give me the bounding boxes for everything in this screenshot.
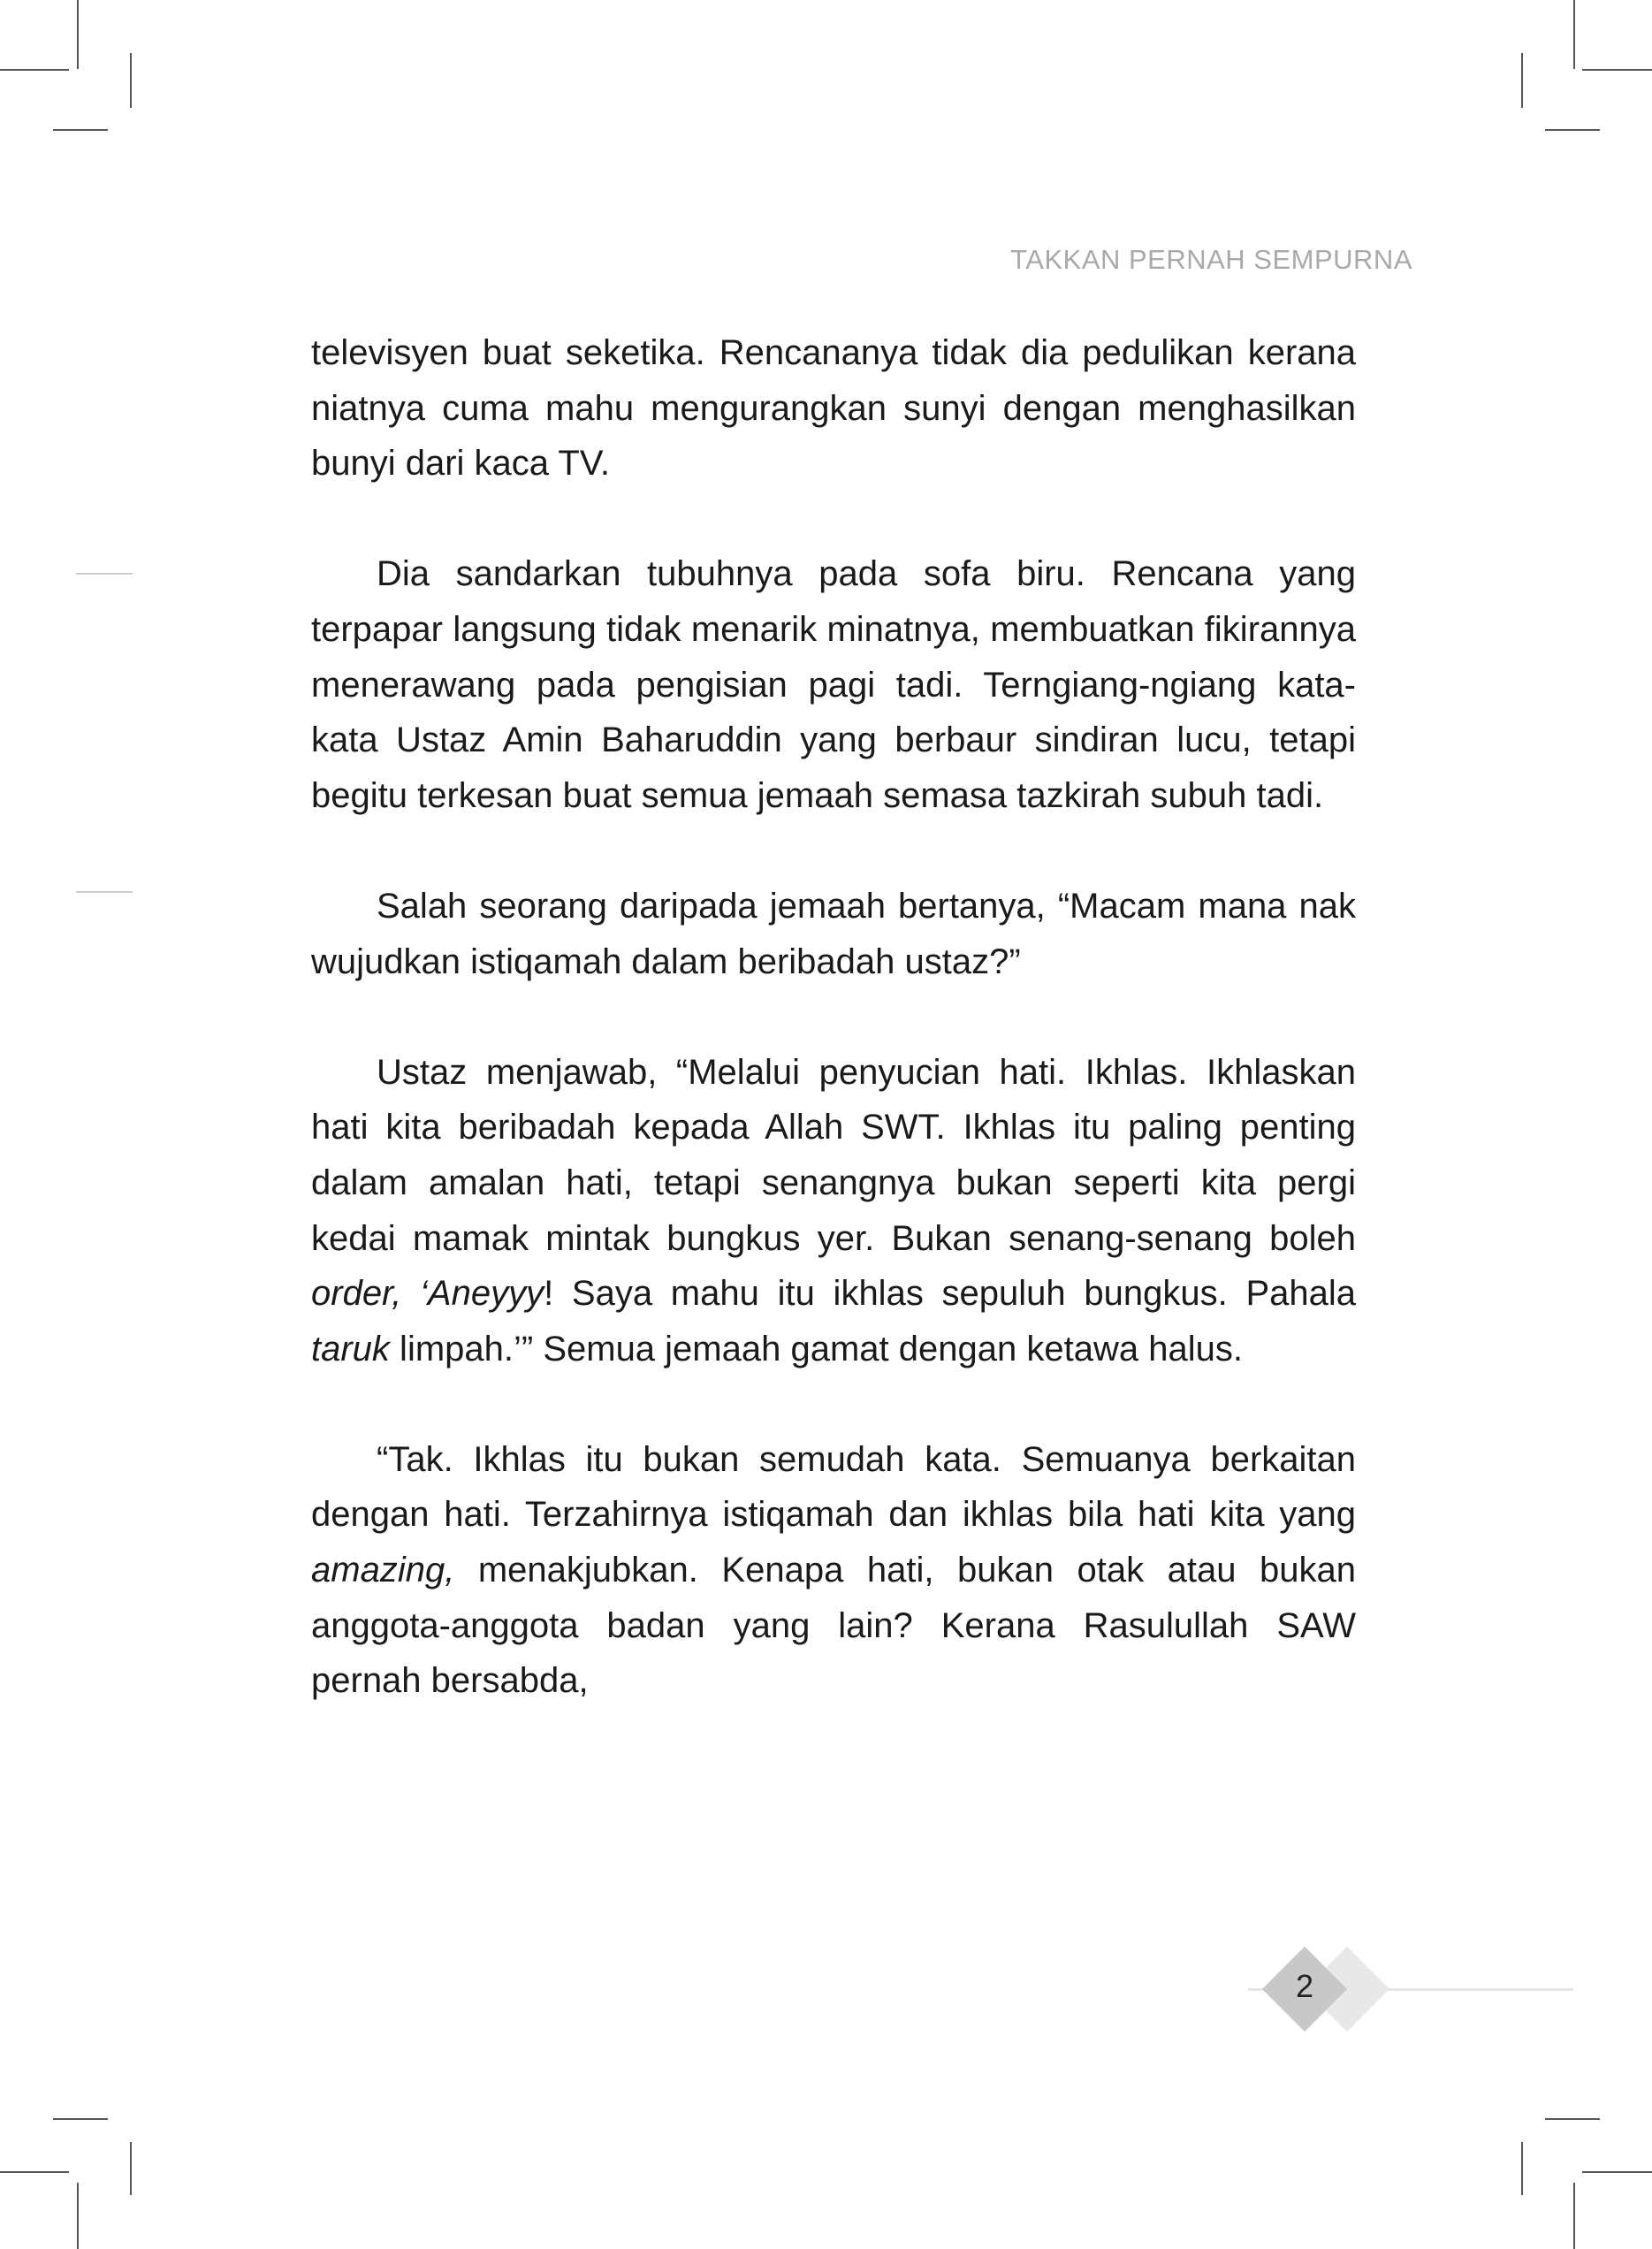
paragraph [311,1045,1356,1377]
paragraph [311,879,1356,989]
italic-text: order, ‘Aneyyy [311,1274,544,1314]
paragraph [311,1432,1356,1709]
margin-mark [76,891,133,893]
italic-text: taruk [311,1329,390,1368]
page-number: 2 [1295,1968,1314,2004]
text: “Tak. Ikhlas itu bukan semudah kata. Semuanya berkaitan dengan hati. Terzahirnya istiqamah dan ikhlas bila hati kita yang [311,1439,1356,1535]
body-text [311,325,1356,1764]
text: ! Saya mahu itu ikhlas sepuluh bungkus. Pahala [544,1274,1356,1314]
paragraph [311,325,1356,492]
text: Salah seorang daripada jemaah bertanya, “Macam mana nak wujudkan istiqamah dalam beribadah ustaz?” [311,886,1356,981]
text: Dia sandarkan tubuhnya pada sofa biru. Rencana yang terpapar langsung tidak menarik minatnya, membuatkan fikirannya menerawang pada pengisian pagi tadi. Terngiang-ngiang kata-kata Ustaz Amin Baharuddin yang berbaur sindiran lucu, tetapi begitu terkesan buat semua jemaah semasa tazkirah subuh tadi. [311,554,1356,815]
text: menakjubkan. Kenapa hati, bukan otak atau bukan anggota-anggota badan yang lain? Kerana Rasulullah SAW pernah bersabda, [311,1551,1356,1701]
italic-text: amazing, [311,1551,455,1590]
margin-mark [76,573,133,575]
running-header: TAKKAN PERNAH SEMPURNA [1010,244,1412,275]
text: Ustaz menjawab, “Melalui penyucian hati. Ikhlas. Ikhlaskan hati kita beribadah kepada Allah SWT. Ikhlas itu paling penting dalam amalan hati, tetapi senangnya bukan seperti kita pergi kedai mamak mintak bungkus yer. Bukan senang-senang boleh [311,1052,1356,1258]
text: televisyen buat seketika. Rencananya tidak dia pedulikan kerana niatnya cuma mahu mengurangkan sunyi dengan menghasilkan bunyi dari kaca TV. [311,333,1356,484]
text: limpah.’” Semua jemaah gamat dengan ketawa halus. [389,1329,1243,1368]
paragraph [311,546,1356,823]
